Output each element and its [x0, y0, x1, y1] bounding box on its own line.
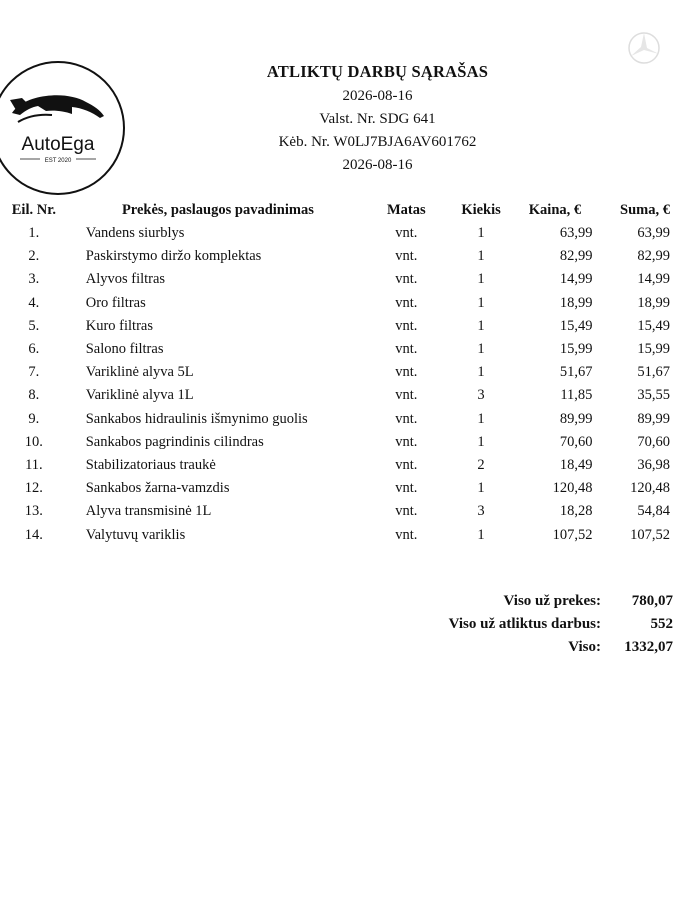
item-sum: 120,48	[630, 480, 670, 497]
item-name: Variklinė alyva 1L	[85, 387, 194, 404]
table-row	[0, 477, 695, 500]
table-row	[0, 431, 695, 454]
items-table	[0, 198, 695, 547]
item-name: Stabilizatoriaus traukė	[85, 456, 216, 473]
grand-total-label: Viso:	[568, 639, 601, 655]
item-name: Kuro filtras	[85, 317, 153, 334]
table-row	[0, 500, 695, 523]
grand-total-row	[449, 636, 673, 659]
table-row	[0, 245, 695, 268]
brand-watermark-icon	[626, 30, 662, 66]
document-title: ATLIKTŲ DARBŲ SĄRAŠAS	[266, 62, 489, 81]
table-row	[0, 315, 695, 338]
table-row	[0, 222, 695, 245]
item-sum: 35,55	[637, 387, 670, 404]
item-unit: vnt.	[395, 526, 418, 543]
item-sum: 36,98	[637, 456, 670, 473]
col-header-qty: Kiekis	[461, 201, 501, 218]
item-sum: 15,99	[637, 341, 670, 358]
item-price: 15,49	[559, 317, 593, 334]
item-price: 15,99	[559, 341, 593, 358]
item-quantity: 1	[477, 294, 485, 311]
document-date-secondary: 2026-08-16	[342, 157, 413, 173]
row-number: 10.	[24, 433, 43, 450]
totals-block	[449, 590, 673, 659]
table-row	[0, 408, 695, 431]
item-sum: 63,99	[637, 225, 670, 242]
document-header	[0, 62, 695, 177]
item-price: 11,85	[560, 387, 593, 404]
item-price: 14,99	[559, 271, 593, 288]
row-number: 12.	[24, 480, 43, 497]
item-name: Alyva transmisinė 1L	[85, 503, 212, 520]
table-row	[0, 292, 695, 315]
item-quantity: 1	[477, 248, 485, 265]
item-unit: vnt.	[395, 294, 418, 311]
item-quantity: 1	[477, 480, 485, 497]
item-quantity: 1	[477, 317, 485, 334]
item-unit: vnt.	[395, 364, 418, 381]
row-number: 8.	[28, 387, 40, 404]
total-goods-row	[449, 590, 673, 613]
item-sum: 54,84	[637, 503, 670, 520]
logo-est: EST 2020	[44, 158, 72, 164]
row-number: 11.	[25, 456, 43, 473]
row-number: 6.	[28, 341, 40, 358]
row-number: 13.	[24, 503, 43, 520]
row-number: 4.	[28, 294, 40, 311]
item-name: Valytuvų variklis	[85, 526, 186, 543]
item-price: 51,67	[559, 364, 593, 381]
item-quantity: 1	[477, 225, 485, 242]
col-header-name: Prekės, paslaugos pavadinimas	[121, 201, 314, 218]
item-unit: vnt.	[395, 225, 418, 242]
item-name: Sankabos hidraulinis išmynimo guolis	[85, 410, 308, 427]
document-date: 2026-08-16	[342, 88, 413, 104]
item-quantity: 1	[477, 526, 485, 543]
item-quantity: 3	[477, 503, 485, 520]
item-name: Sankabos pagrindinis cilindras	[85, 433, 264, 450]
item-quantity: 1	[477, 341, 485, 358]
row-number: 9.	[28, 410, 40, 427]
item-name: Alyvos filtras	[85, 271, 166, 288]
item-unit: vnt.	[395, 433, 418, 450]
item-unit: vnt.	[395, 410, 418, 427]
item-name: Oro filtras	[85, 294, 146, 311]
table-row	[0, 268, 695, 291]
item-price: 63,99	[559, 225, 593, 242]
row-number: 1.	[28, 225, 40, 242]
col-header-unit: Matas	[387, 201, 426, 218]
item-name: Sankabos žarna-vamzdis	[85, 480, 230, 497]
logo-text: AutoEga	[21, 134, 95, 155]
vin-number: Kėb. Nr. W0LJ7BJA6AV601762	[278, 134, 477, 150]
item-unit: vnt.	[395, 341, 418, 358]
row-number: 5.	[28, 317, 40, 334]
item-price: 18,49	[559, 456, 593, 473]
item-unit: vnt.	[395, 503, 418, 520]
item-quantity: 3	[477, 387, 485, 404]
item-unit: vnt.	[395, 317, 418, 334]
total-work-row	[449, 613, 673, 636]
total-goods-label: Viso už prekes:	[503, 593, 601, 609]
row-number: 14.	[24, 526, 43, 543]
item-price: 18,99	[559, 294, 593, 311]
item-unit: vnt.	[395, 387, 418, 404]
table-row	[0, 454, 695, 477]
table-row	[0, 338, 695, 361]
item-name: Paskirstymo diržo komplektas	[85, 248, 262, 265]
item-price: 120,48	[552, 480, 593, 497]
grand-total-value: 1332,07	[624, 639, 673, 655]
item-quantity: 1	[477, 271, 485, 288]
item-sum: 51,67	[637, 364, 670, 381]
item-sum: 82,99	[637, 248, 670, 265]
item-unit: vnt.	[395, 248, 418, 265]
item-unit: vnt.	[395, 271, 418, 288]
row-number: 2.	[28, 248, 40, 265]
col-header-sum: Suma, €	[620, 201, 670, 218]
item-sum: 15,49	[637, 317, 670, 334]
item-unit: vnt.	[395, 480, 418, 497]
item-unit: vnt.	[395, 456, 418, 473]
item-sum: 89,99	[637, 410, 670, 427]
item-price: 89,99	[559, 410, 593, 427]
row-number: 3.	[28, 271, 40, 288]
total-work-value: 552	[650, 616, 673, 632]
table-row	[0, 523, 695, 546]
table-row	[0, 361, 695, 384]
item-quantity: 1	[477, 364, 485, 381]
item-quantity: 2	[477, 456, 485, 473]
table-header-row	[0, 198, 695, 222]
total-goods-value: 780,07	[631, 593, 673, 609]
item-price: 70,60	[559, 433, 593, 450]
col-header-nr: Eil. Nr.	[11, 201, 56, 218]
plate-number: Valst. Nr. SDG 641	[319, 111, 436, 127]
item-price: 82,99	[559, 248, 593, 265]
item-name: Vandens siurblys	[85, 225, 185, 242]
row-number: 7.	[28, 364, 40, 381]
item-sum: 18,99	[637, 294, 670, 311]
item-quantity: 1	[477, 433, 485, 450]
total-work-label: Viso už atliktus darbus:	[448, 616, 601, 632]
item-sum: 14,99	[637, 271, 670, 288]
item-sum: 107,52	[630, 526, 670, 543]
item-sum: 70,60	[637, 433, 670, 450]
item-quantity: 1	[477, 410, 485, 427]
item-price: 107,52	[552, 526, 593, 543]
col-header-price: Kaina, €	[528, 201, 582, 218]
item-price: 18,28	[559, 503, 593, 520]
table-row	[0, 384, 695, 407]
item-name: Salono filtras	[85, 341, 164, 358]
item-name: Variklinė alyva 5L	[85, 364, 194, 381]
